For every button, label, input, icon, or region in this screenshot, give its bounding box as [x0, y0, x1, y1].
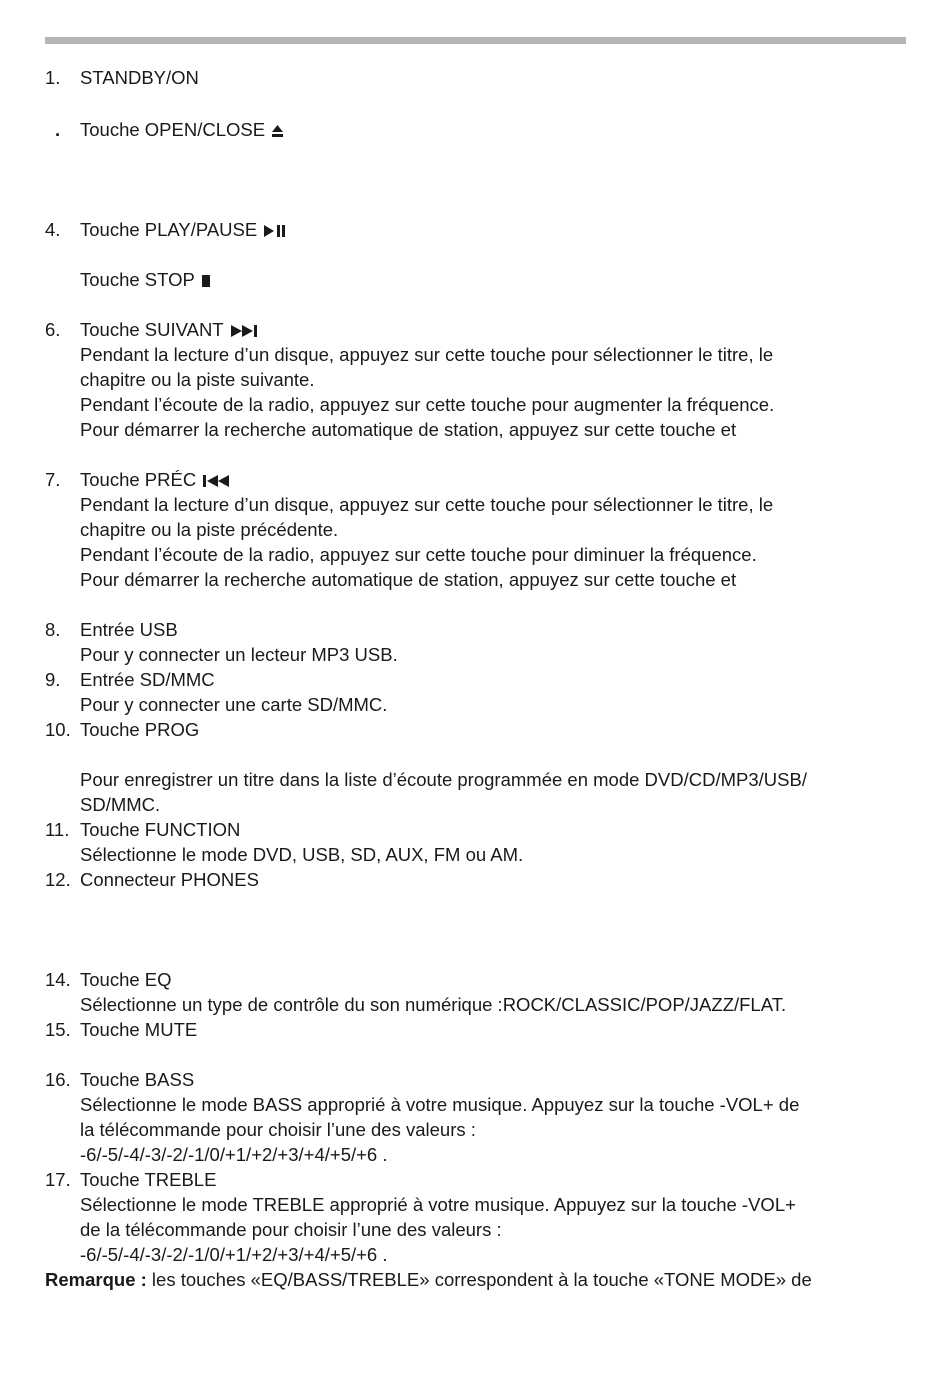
item-number: 11. [45, 819, 70, 840]
item-title: Touche PRÉC [80, 467, 232, 494]
item-number: 7. [45, 469, 61, 490]
play-pause-icon [263, 219, 287, 244]
item-description: Sélectionne le mode BASS approprié à votre musique. Appuyez sur la touche -VOL+ de [80, 1094, 800, 1115]
item-title: Entrée SD/MMC [80, 669, 215, 690]
item-number: 15. [45, 1019, 71, 1040]
item-description: la télécommande pour choisir l’une des valeurs : [80, 1119, 476, 1140]
remark-text: les touches «EQ/BASS/TREBLE» correspondent à la touche «TONE MODE» de [146, 1269, 812, 1290]
item-title: Touche BASS [80, 1069, 195, 1090]
item-number: 4. [45, 219, 61, 240]
item-description: SD/MMC. [80, 794, 161, 815]
item-title: Touche TREBLE [80, 1169, 217, 1190]
item-number: . [55, 119, 61, 140]
item-description: Sélectionne le mode TREBLE approprié à votre musique. Appuyez sur la touche -VOL+ [80, 1194, 796, 1215]
item-description: Pour enregistrer un titre dans la liste d’écoute programmée en mode DVD/CD/MP3/USB/ [80, 769, 807, 790]
item-description: -6/-5/-4/-3/-2/-1/0/+1/+2/+3/+4/+5/+6 . [80, 1244, 388, 1265]
item-title: Touche PROG [80, 719, 200, 740]
item-title: Entrée USB [80, 619, 178, 640]
item-number: 8. [45, 619, 61, 640]
item-title: Touche PLAY/PAUSE [80, 217, 287, 244]
item-number: 14. [45, 969, 71, 990]
previous-track-icon [202, 469, 232, 494]
item-description: Pendant l’écoute de la radio, appuyez sur cette touche pour diminuer la fréquence. [80, 544, 757, 565]
item-title: STANDBY/ON [80, 67, 199, 88]
item-title: Touche STOP [80, 267, 211, 294]
item-description: Sélectionne le mode DVD, USB, SD, AUX, FM ou AM. [80, 844, 524, 865]
item-description: de la télécommande pour choisir l’une des valeurs : [80, 1219, 502, 1240]
item-title: Touche OPEN/CLOSE [80, 117, 284, 144]
item-description: chapitre ou la piste précédente. [80, 519, 339, 540]
item-number: 6. [45, 319, 61, 340]
item-description: chapitre ou la piste suivante. [80, 369, 315, 390]
item-description: Sélectionne un type de contrôle du son numérique :ROCK/CLASSIC/POP/JAZZ/FLAT. [80, 994, 787, 1015]
next-track-icon [230, 319, 260, 344]
item-description: Pour y connecter un lecteur MP3 USB. [80, 644, 398, 665]
item-number: 1. [45, 67, 61, 88]
item-title: Touche MUTE [80, 1019, 198, 1040]
top-rule [45, 37, 906, 44]
item-title: Connecteur PHONES [80, 869, 259, 890]
item-number: 17. [45, 1169, 71, 1190]
remark-label: Remarque : [45, 1269, 147, 1290]
item-description: -6/-5/-4/-3/-2/-1/0/+1/+2/+3/+4/+5/+6 . [80, 1144, 388, 1165]
item-number: 12. [45, 869, 71, 890]
item-title: Touche SUIVANT [80, 317, 260, 344]
item-description: Pendant la lecture d’un disque, appuyez sur cette touche pour sélectionner le titre, le [80, 344, 774, 365]
item-description: Pendant l’écoute de la radio, appuyez sur cette touche pour augmenter la fréquence. [80, 394, 775, 415]
item-description: Pour démarrer la recherche automatique de station, appuyez sur cette touche et [80, 419, 737, 440]
item-description: Pour y connecter une carte SD/MMC. [80, 694, 388, 715]
remark [45, 1267, 812, 1292]
item-description: Pendant la lecture d’un disque, appuyez sur cette touche pour sélectionner le titre, le [80, 494, 774, 515]
item-number: 9. [45, 669, 61, 690]
item-title: Touche FUNCTION [80, 819, 241, 840]
eject-icon [271, 119, 284, 144]
item-description: Pour démarrer la recherche automatique de station, appuyez sur cette touche et [80, 569, 737, 590]
item-title: Touche EQ [80, 969, 172, 990]
item-number: 16. [45, 1069, 71, 1090]
item-number: 10. [45, 719, 71, 740]
stop-icon [201, 269, 211, 294]
